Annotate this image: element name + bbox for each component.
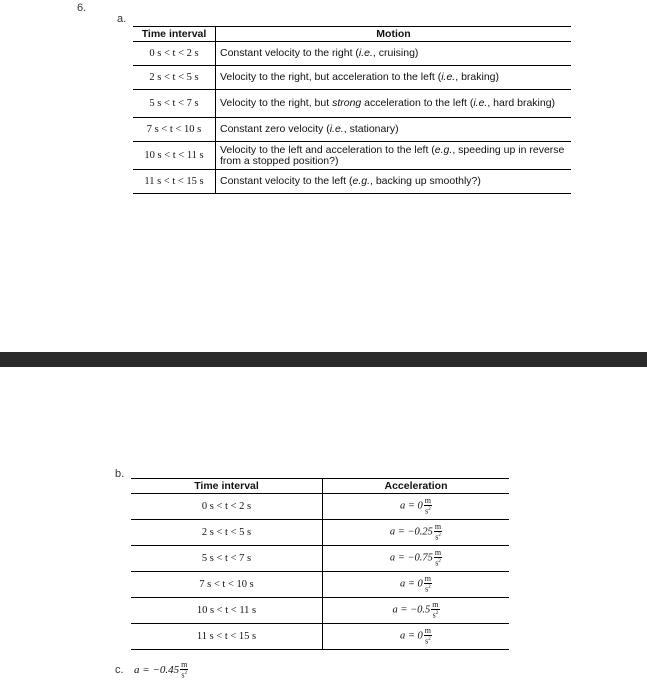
interval-cell: 7 s < t < 10 s: [131, 572, 323, 598]
unit-exp: 2: [184, 671, 188, 676]
unit-fraction: [431, 601, 439, 620]
table-row: [131, 546, 509, 572]
motion-text: acceleration to the left (: [361, 97, 474, 109]
interval-cell: 5 s < t < 7 s: [131, 546, 323, 572]
table-row: [131, 494, 509, 520]
unit-fraction: [424, 575, 432, 594]
unit-den: [431, 610, 439, 620]
motion-text: , braking): [455, 71, 500, 83]
interval-cell: 10 s < t < 11 s: [133, 142, 216, 170]
unit-exp: 2: [428, 507, 431, 513]
unit-num: m: [432, 600, 439, 610]
unit-den-text: s: [425, 506, 429, 516]
motion-text: Velocity to the left and acceleration to the left (: [220, 143, 435, 156]
table-row: [133, 90, 571, 118]
unit-den: [180, 670, 188, 680]
motion-italic: i.e.: [358, 47, 373, 59]
unit-num: m: [424, 574, 432, 584]
motion-italic: strong: [332, 97, 362, 109]
unit-num: m: [181, 660, 188, 669]
acceleration-value: a = −0.5: [392, 604, 431, 616]
motion-text: , backing up smoothly?): [370, 175, 481, 187]
interval-cell: 0 s < t < 2 s: [131, 494, 323, 520]
table-row: [133, 118, 571, 142]
header-acceleration: Acceleration: [323, 479, 510, 494]
table-row: [133, 170, 571, 194]
motion-text: , hard braking): [487, 97, 556, 109]
motion-table-header: [133, 27, 571, 42]
unit-exp: 2: [435, 611, 439, 617]
unit-den-text: s: [425, 584, 429, 594]
unit-den: [424, 584, 432, 594]
table-row: [131, 598, 509, 624]
acceleration-cell: [323, 624, 510, 650]
acceleration-cell: [323, 520, 510, 546]
table-row: [133, 142, 571, 170]
motion-cell: [216, 170, 572, 194]
unit-fraction: [424, 627, 432, 646]
acceleration-value: a = −0.25: [389, 526, 433, 538]
interval-cell: 2 s < t < 5 s: [131, 520, 323, 546]
unit-den-text: s: [435, 532, 439, 542]
header-time-interval: Time interval: [133, 27, 216, 42]
motion-text: Constant velocity to the left (: [220, 175, 353, 187]
interval-cell: 11 s < t < 15 s: [133, 170, 216, 194]
part-c-answer: [134, 661, 188, 680]
unit-den: [424, 506, 432, 516]
motion-italic: i.e.: [441, 71, 456, 83]
unit-fraction: [434, 549, 442, 568]
motion-cell: [216, 66, 572, 90]
unit-exp: 2: [438, 533, 441, 539]
unit-den: [434, 532, 442, 542]
acceleration-value: a = 0: [399, 578, 423, 590]
header-time-interval: Time interval: [131, 479, 323, 494]
motion-cell: [216, 42, 572, 66]
unit-exp: 2: [428, 585, 431, 591]
table-row: [133, 66, 571, 90]
unit-exp: 2: [438, 559, 441, 565]
unit-den-text: s: [181, 670, 185, 680]
unit-den-text: s: [425, 636, 429, 646]
part-a-label: a.: [117, 13, 127, 25]
table-row: [131, 572, 509, 598]
motion-italic: e.g.: [434, 143, 453, 156]
unit-den: [424, 636, 432, 646]
acceleration-cell: [323, 494, 510, 520]
unit-den-text: s: [435, 558, 439, 568]
motion-text: Constant zero velocity (: [220, 123, 330, 135]
acceleration-value: a = −0.75: [389, 552, 433, 564]
unit-den: [434, 558, 442, 568]
interval-cell: 10 s < t < 11 s: [131, 598, 323, 624]
interval-cell: 0 s < t < 2 s: [133, 42, 216, 66]
part-b-label: b.: [115, 468, 125, 480]
interval-cell: 11 s < t < 15 s: [131, 624, 323, 650]
motion-text: Velocity to the right, but acceleration to the left (: [220, 71, 442, 83]
interval-cell: 7 s < t < 10 s: [133, 118, 216, 142]
table-row: [131, 624, 509, 650]
page-divider: [0, 352, 647, 367]
unit-fraction: [180, 661, 188, 680]
motion-text: , speeding up in reverse from a stopped position?): [220, 143, 565, 167]
acceleration-cell: [323, 598, 510, 624]
motion-text: , cruising): [372, 47, 419, 59]
motion-cell: [216, 90, 572, 118]
unit-den-text: s: [432, 610, 436, 620]
motion-italic: i.e.: [473, 97, 488, 109]
interval-cell: 2 s < t < 5 s: [133, 66, 216, 90]
table-row: [131, 520, 509, 546]
acceleration-cell: [323, 572, 510, 598]
unit-num: m: [434, 548, 442, 558]
motion-text: Velocity to the right, but: [220, 97, 333, 109]
motion-table: [133, 26, 571, 194]
motion-italic: i.e.: [329, 123, 344, 135]
motion-text: Constant velocity to the right (: [220, 47, 359, 59]
header-motion: Motion: [216, 27, 572, 42]
acceleration-value: a = 0: [399, 500, 423, 512]
motion-italic: e.g.: [352, 175, 370, 187]
motion-cell: [216, 118, 572, 142]
unit-fraction: [424, 497, 432, 516]
acceleration-cell: [323, 546, 510, 572]
acceleration-table-header: [131, 479, 509, 494]
unit-num: m: [424, 496, 432, 506]
unit-fraction: [434, 523, 442, 542]
motion-text: , stationary): [343, 123, 399, 135]
acceleration-table: [131, 478, 509, 650]
unit-num: m: [424, 626, 432, 636]
unit-exp: 2: [428, 637, 431, 643]
interval-cell: 5 s < t < 7 s: [133, 90, 216, 118]
part-c-label: c.: [115, 664, 124, 676]
acceleration-value: a = 0: [399, 630, 423, 642]
question-number: 6.: [77, 2, 87, 14]
unit-num: m: [434, 522, 442, 532]
motion-cell: [216, 142, 572, 170]
table-row: [133, 42, 571, 66]
part-c-value: a = −0.45: [134, 663, 180, 676]
